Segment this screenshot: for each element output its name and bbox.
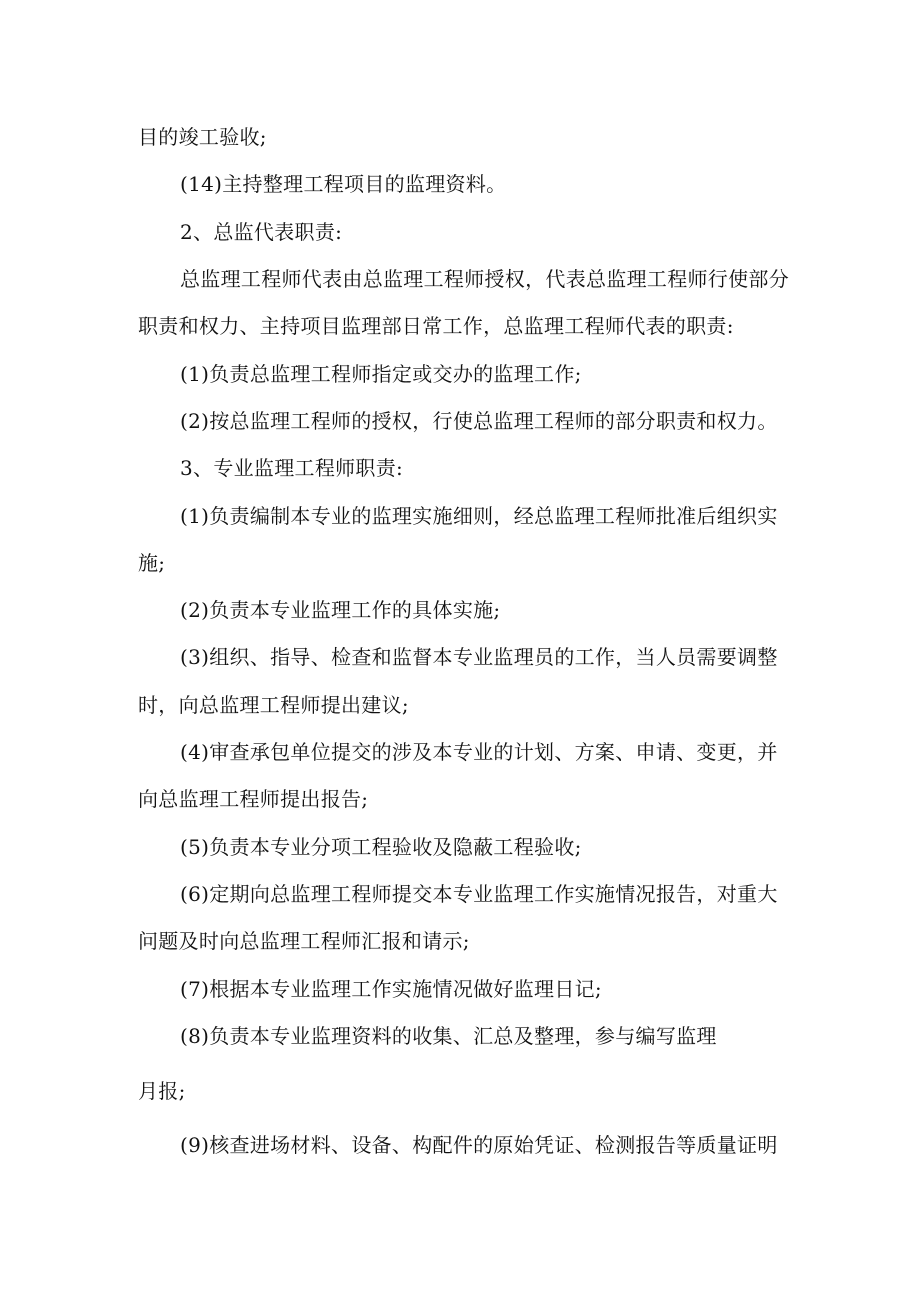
section-heading-deputy-duties: 2、总监代表职责: — [180, 220, 343, 244]
text-line-continuation: 施; — [138, 551, 166, 575]
paragraph-line: 总监理工程师代表由总监理工程师授权，代表总监理工程师行使部分 — [180, 267, 789, 291]
section-heading-specialist-duties: 3、专业监理工程师职责: — [180, 456, 404, 480]
list-item-7: (7)根据本专业监理工作实施情况做好监理日记; — [180, 977, 602, 1001]
text-line-continuation: 月报; — [138, 1079, 186, 1103]
list-item-8: (8)负责本专业监理资料的收集、汇总及整理，参与编写监理 — [180, 1024, 717, 1048]
list-item-2: (2)负责本专业监理工作的具体实施; — [180, 598, 501, 622]
list-item-14: (14)主持整理工程项目的监理资料。 — [180, 172, 507, 196]
paragraph-line: 职责和权力、主持项目监理部日常工作，总监理工程师代表的职责: — [138, 314, 734, 338]
list-item-1: (1)负责总监理工程师指定或交办的监理工作; — [180, 362, 582, 386]
list-item-1: (1)负责编制本专业的监理实施细则，经总监理工程师批准后组织实 — [180, 504, 778, 528]
list-item-6: (6)定期向总监理工程师提交本专业监理工作实施情况报告，对重大 — [180, 882, 778, 906]
text-line-continuation: 向总监理工程师提出报告; — [138, 787, 369, 811]
list-item-9: (9)核查进场材料、设备、构配件的原始凭证、检测报告等质量证明 — [180, 1133, 778, 1157]
text-line-continuation: 目的竣工验收; — [138, 125, 267, 149]
text-line-continuation: 问题及时向总监理工程师汇报和请示; — [138, 929, 470, 953]
text-line-continuation: 时，向总监理工程师提出建议; — [138, 693, 409, 717]
list-item-4: (4)审查承包单位提交的涉及本专业的计划、方案、申请、变更，并 — [180, 740, 778, 764]
list-item-5: (5)负责本专业分项工程验收及隐蔽工程验收; — [180, 835, 582, 859]
list-item-3: (3)组织、指导、检查和监督本专业监理员的工作，当人员需要调整 — [180, 645, 778, 669]
list-item-2: (2)按总监理工程师的授权，行使总监理工程师的部分职责和权力。 — [180, 409, 778, 433]
